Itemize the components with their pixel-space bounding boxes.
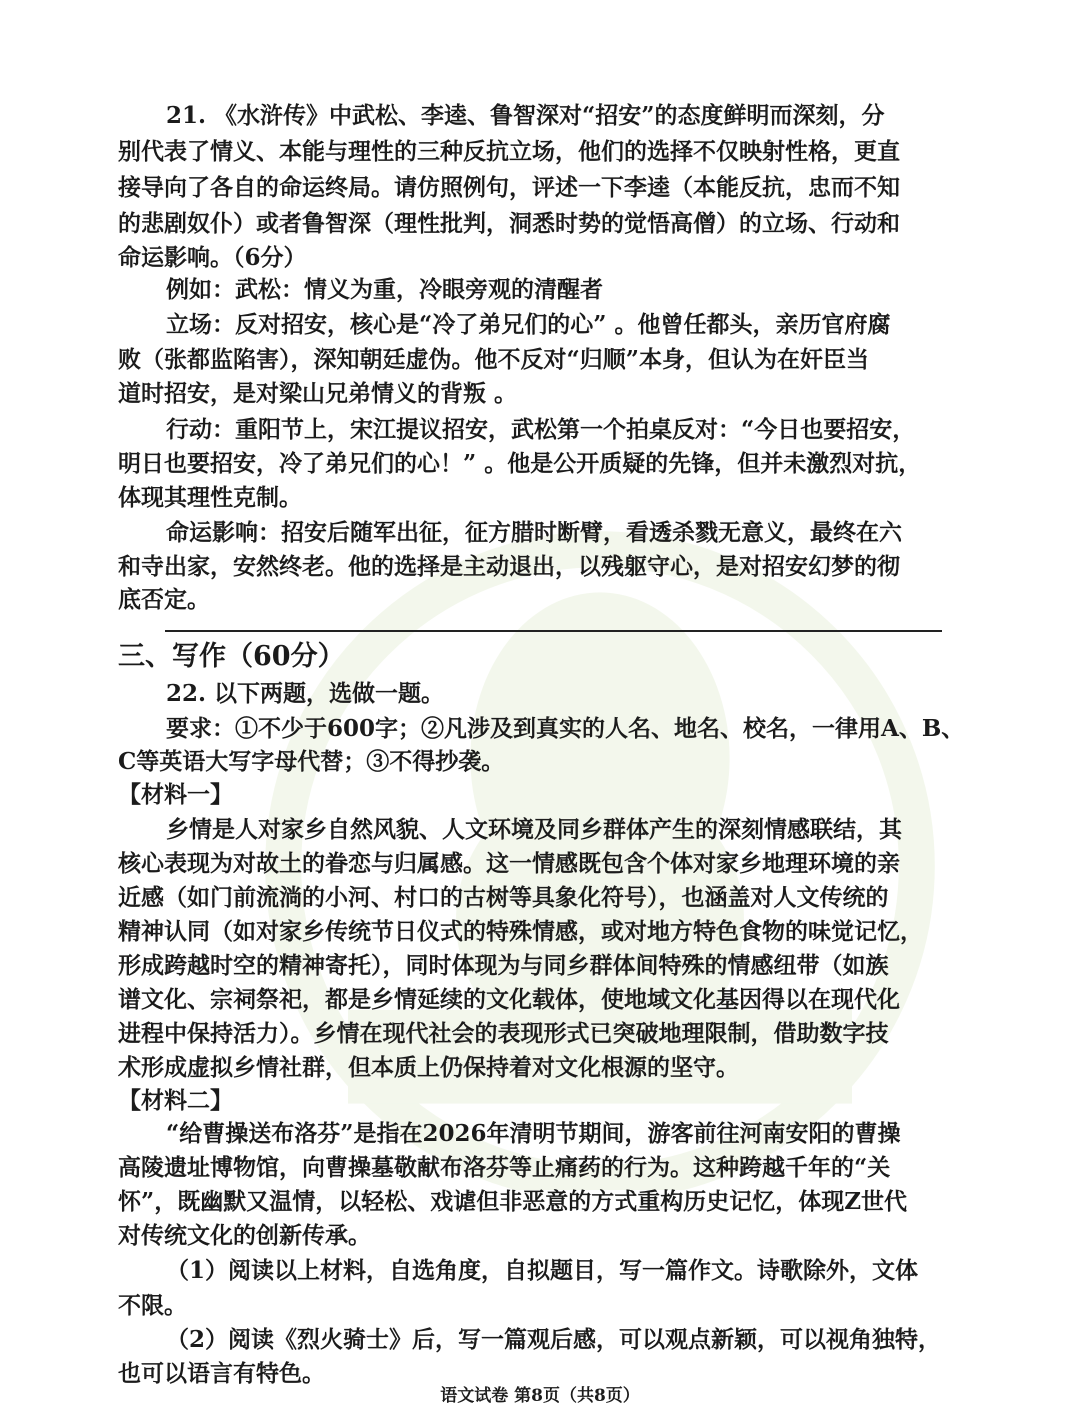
material-1-line-7: 进程中保持活力）。乡情在现代社会的表现形式已突破地理限制，借助数字技 bbox=[118, 1020, 889, 1047]
fate-line-3: 底否定。 bbox=[118, 586, 210, 613]
stance-line-1: 立场：反对招安，核心是“冷了弟兄们的心” 。他曾任都头，亲历官府腐 bbox=[166, 311, 891, 338]
stance-line-3: 道时招安，是对梁山兄弟情义的背叛 。 bbox=[118, 380, 518, 407]
action-line-2: 明日也要招安，冷了弟兄们的心！” 。他是公开质疑的先锋，但并未激烈对抗， bbox=[118, 450, 922, 477]
material-2-line-2: 高陵遗址博物馆，向曹操墓敬献布洛芬等止痛药的行为。这种跨越千年的“关 bbox=[118, 1154, 891, 1181]
page-footer: 语文试卷 第8页（共8页） bbox=[440, 1386, 640, 1406]
material-1-line-2: 核心表现为对故土的眷恋与归属感。这一情感既包含个体对家乡地理环境的亲 bbox=[118, 850, 900, 877]
requirements-line-2: C等英语大写字母代替；③不得抄袭。 bbox=[118, 748, 505, 775]
material-1-line-3: 近感（如门前流淌的小河、村口的古树等具象化符号），也涵盖对人文传统的 bbox=[118, 884, 889, 911]
action-line-1: 行动：重阳节上，宋江提议招安，武松第一个拍桌反对：“今日也要招安， bbox=[166, 416, 916, 443]
q21-line-4: 的悲剧奴仆）或者鲁智深（理性批判，洞悉时势的觉悟高僧）的立场、行动和 bbox=[118, 210, 900, 237]
material-2-line-1: “给曹操送布洛芬”是指在2026年清明节期间，游客前往河南安阳的曹操 bbox=[166, 1120, 901, 1147]
material-1-line-1: 乡情是人对家乡自然风貌、人文环境及同乡群体产生的深刻情感联结，其 bbox=[166, 816, 902, 843]
option-1-line-2: 不限。 bbox=[118, 1292, 187, 1319]
material-1-line-8: 术形成虚拟乡情社群，但本质上仍保持着对文化根源的坚守。 bbox=[118, 1054, 739, 1081]
material-1-title: 【材料一】 bbox=[118, 781, 233, 808]
fate-line-2: 和寺出家，安然终老。他的选择是主动退出，以残躯守心，是对招安幻梦的彻 bbox=[118, 553, 900, 580]
option-2-line-1: （2）阅读《烈火骑士》后，写一篇观后感，可以观点新颖，可以视角独特， bbox=[166, 1326, 942, 1353]
material-2-title: 【材料二】 bbox=[118, 1087, 233, 1114]
q21-line-1: 21. 《水浒传》中武松、李逵、鲁智深对“招安”的态度鲜明而深刻，分 bbox=[166, 102, 885, 129]
material-1-line-5: 形成跨越时空的精神寄托），同时体现为与同乡群体间特殊的情感纽带（如族 bbox=[118, 952, 889, 979]
option-1-line-1: （1）阅读以上材料，自选角度，自拟题目，写一篇作文。诗歌除外，文体 bbox=[166, 1257, 919, 1284]
stance-line-2: 败（张都监陷害），深知朝廷虚伪。他不反对“归顺”本身，但认为在奸臣当 bbox=[118, 346, 869, 373]
material-2-line-4: 对传统文化的创新传承。 bbox=[118, 1222, 371, 1249]
action-line-3: 体现其理性克制。 bbox=[118, 484, 302, 511]
q22-heading: 22. 以下两题，选做一题。 bbox=[166, 680, 445, 707]
requirements-line-1: 要求：①不少于600字；②凡涉及到真实的人名、地名、校名，一律用A、B、 bbox=[166, 715, 965, 742]
material-1-line-6: 谱文化、宗祠祭祀，都是乡情延续的文化载体，使地域文化基因得以在现代化 bbox=[118, 986, 900, 1013]
q21-line-3: 接导向了各自的命运终局。请仿照例句，评述一下李逵（本能反抗，忠而不知 bbox=[118, 174, 900, 201]
q21-line-5: 命运影响。（6分） bbox=[118, 244, 307, 271]
example-heading: 例如：武松：情义为重，冷眼旁观的清醒者 bbox=[166, 276, 603, 303]
option-2-line-2: 也可以语言有特色。 bbox=[118, 1360, 325, 1387]
material-2-line-3: 怀”，既幽默又温情，以轻松、戏谑但非恶意的方式重构历史记忆，体现Z世代 bbox=[118, 1188, 908, 1215]
section-divider bbox=[165, 630, 942, 632]
material-1-line-4: 精神认同（如对家乡传统节日仪式的特殊情感，或对地方特色食物的味觉记忆， bbox=[118, 918, 923, 945]
section-title: 三、写作（60分） bbox=[118, 641, 345, 672]
fate-line-1: 命运影响：招安后随军出征，征方腊时断臂，看透杀戮无意义，最终在六 bbox=[166, 519, 902, 546]
q21-line-2: 别代表了情义、本能与理性的三种反抗立场，他们的选择不仅映射性格，更直 bbox=[118, 138, 900, 165]
